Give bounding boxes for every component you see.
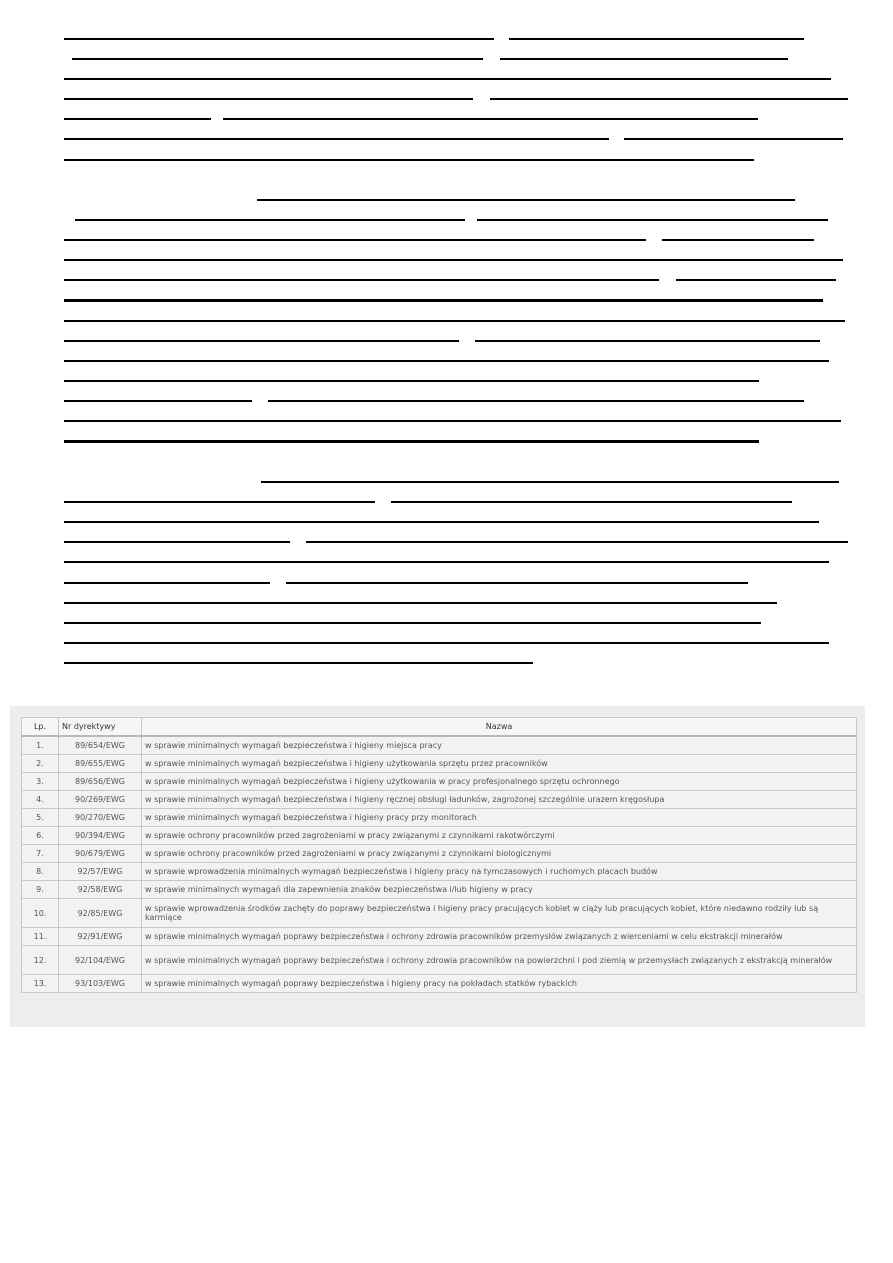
redacted-line <box>64 138 609 140</box>
redacted-line <box>75 219 465 221</box>
cell-lp: 3. <box>22 773 59 791</box>
cell-directive-number: 92/85/EWG <box>59 899 142 928</box>
table-row <box>22 791 857 809</box>
redacted-line <box>64 582 270 584</box>
table-row <box>22 845 857 863</box>
cell-lp: 12. <box>22 946 59 975</box>
redacted-line <box>64 400 252 402</box>
cell-name: w sprawie minimalnych wymagań poprawy bezpieczeństwa i ochrony zdrowia pracowników na powierzchni i pod ziemią w przemysłach związanych z ekstrakcją minerałów <box>142 946 857 975</box>
redacted-line <box>64 299 823 302</box>
header-name: Nazwa <box>142 718 857 737</box>
redacted-line <box>257 199 795 201</box>
cell-directive-number: 90/270/EWG <box>59 809 142 827</box>
redacted-line <box>490 98 848 100</box>
cell-name: w sprawie minimalnych wymagań bezpieczeństwa i higieny miejsca pracy <box>142 736 857 755</box>
redacted-line <box>64 259 843 261</box>
redacted-line <box>64 622 761 624</box>
redacted-line <box>64 118 211 120</box>
cell-directive-number: 90/679/EWG <box>59 845 142 863</box>
cell-lp: 4. <box>22 791 59 809</box>
redacted-line <box>662 239 814 241</box>
cell-name: w sprawie minimalnych wymagań bezpieczeństwa i higieny użytkowania w pracy profesjonalnego sprzętu ochronnego <box>142 773 857 791</box>
directives-table-panel <box>10 706 865 1027</box>
redacted-line <box>64 642 829 644</box>
redacted-line <box>223 118 758 120</box>
cell-directive-number: 93/103/EWG <box>59 975 142 993</box>
redacted-line <box>286 582 748 584</box>
redacted-line <box>624 138 843 140</box>
redacted-line <box>64 340 459 342</box>
redacted-line <box>676 279 836 281</box>
redacted-line <box>268 400 804 402</box>
header-directive-number: Nr dyrektywy <box>59 718 142 737</box>
directives-table <box>21 717 857 993</box>
cell-directive-number: 92/57/EWG <box>59 863 142 881</box>
cell-directive-number: 92/58/EWG <box>59 881 142 899</box>
redacted-line <box>391 501 792 503</box>
redacted-line <box>475 340 820 342</box>
redacted-line <box>64 360 829 362</box>
redacted-line <box>509 38 804 40</box>
cell-lp: 9. <box>22 881 59 899</box>
table-header-row <box>22 718 857 737</box>
cell-name: w sprawie wprowadzenia minimalnych wymagań bezpieczeństwa i higieny pracy na tymczasowych i ruchomych placach budów <box>142 863 857 881</box>
cell-name: w sprawie minimalnych wymagań bezpieczeństwa i higieny pracy przy monitorach <box>142 809 857 827</box>
cell-name: w sprawie minimalnych wymagań bezpieczeństwa i higieny ręcznej obsługi ładunków, zagrożonej szczególnie urazem kręgosłupa <box>142 791 857 809</box>
table-row <box>22 899 857 928</box>
cell-name: w sprawie minimalnych wymagań poprawy bezpieczeństwa i ochrony zdrowia pracowników przemysłów związanych z wierceniami w celu ekstrakcji minerałów <box>142 928 857 946</box>
cell-name: w sprawie minimalnych wymagań poprawy bezpieczeństwa i higieny pracy na pokładach statków rybackich <box>142 975 857 993</box>
redacted-line <box>64 380 759 382</box>
header-lp: Lp. <box>22 718 59 737</box>
redacted-line <box>72 58 483 60</box>
table-row <box>22 881 857 899</box>
table-row <box>22 736 857 755</box>
cell-lp: 13. <box>22 975 59 993</box>
cell-lp: 6. <box>22 827 59 845</box>
table-row <box>22 863 857 881</box>
cell-lp: 11. <box>22 928 59 946</box>
redacted-line <box>64 98 473 100</box>
redacted-line <box>261 481 839 483</box>
cell-lp: 10. <box>22 899 59 928</box>
cell-name: w sprawie ochrony pracowników przed zagrożeniami w pracy związanymi z czynnikami rakotwórczymi <box>142 827 857 845</box>
cell-directive-number: 89/654/EWG <box>59 736 142 755</box>
redacted-line <box>64 561 829 563</box>
redacted-line <box>64 440 759 443</box>
cell-directive-number: 92/91/EWG <box>59 928 142 946</box>
cell-lp: 5. <box>22 809 59 827</box>
redacted-line <box>64 541 290 543</box>
table-row <box>22 928 857 946</box>
redacted-line <box>64 320 845 322</box>
cell-lp: 1. <box>22 736 59 755</box>
redacted-line <box>64 521 819 523</box>
redacted-line <box>64 159 754 161</box>
redacted-line <box>306 541 848 543</box>
table-row <box>22 773 857 791</box>
cell-directive-number: 89/656/EWG <box>59 773 142 791</box>
table-row <box>22 975 857 993</box>
table-row <box>22 946 857 975</box>
cell-name: w sprawie minimalnych wymagań bezpieczeństwa i higieny użytkowania sprzętu przez pracowników <box>142 755 857 773</box>
table-row <box>22 809 857 827</box>
cell-lp: 2. <box>22 755 59 773</box>
table-row <box>22 827 857 845</box>
cell-name: w sprawie wprowadzenia środków zachęty do poprawy bezpieczeństwa i higieny pracy pracujących kobiet w ciąży lub pracujących kobiet, które niedawno rodziły lub są karmiące <box>142 899 857 928</box>
cell-directive-number: 90/394/EWG <box>59 827 142 845</box>
cell-lp: 7. <box>22 845 59 863</box>
table-row <box>22 755 857 773</box>
redacted-line <box>64 501 375 503</box>
redacted-line <box>477 219 828 221</box>
redacted-line <box>64 602 777 604</box>
redacted-line <box>64 239 646 241</box>
cell-lp: 8. <box>22 863 59 881</box>
cell-directive-number: 92/104/EWG <box>59 946 142 975</box>
redacted-line <box>64 420 841 422</box>
redacted-line <box>64 662 533 664</box>
cell-directive-number: 89/655/EWG <box>59 755 142 773</box>
cell-name: w sprawie ochrony pracowników przed zagrożeniami w pracy związanymi z czynnikami biologicznymi <box>142 845 857 863</box>
redacted-line <box>64 38 494 40</box>
redacted-line <box>500 58 788 60</box>
cell-name: w sprawie minimalnych wymagań dla zapewnienia znaków bezpieczeństwa i/lub higieny w pracy <box>142 881 857 899</box>
redacted-line <box>64 78 831 80</box>
cell-directive-number: 90/269/EWG <box>59 791 142 809</box>
redacted-line <box>64 279 659 281</box>
